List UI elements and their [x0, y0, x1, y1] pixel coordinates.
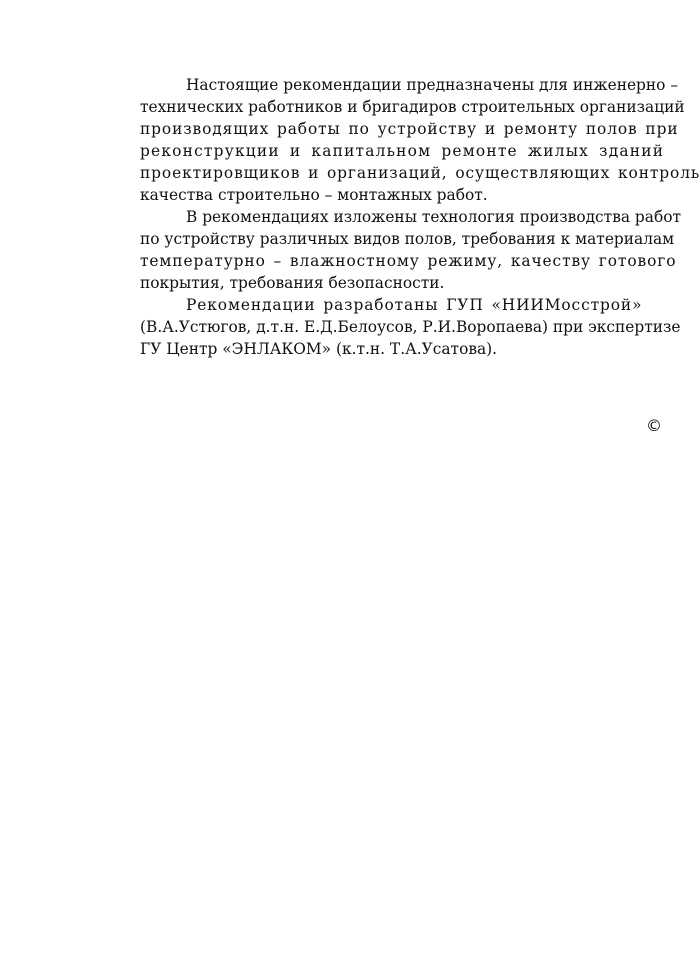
- text-line: Рекомендации разработаны ГУП «НИИМосстрой»: [186, 296, 643, 314]
- paragraph-authors: [140, 294, 681, 360]
- text-line: (В.А.Устюгов, д.т.н. Е.Д.Белоусов, Р.И.Воропаева) при экспертизе: [140, 318, 681, 336]
- text-line: покрытия, требования безопасности.: [140, 274, 445, 292]
- text-line: Настоящие рекомендации предназначены для инженерно –: [186, 76, 679, 94]
- text-line: ГУ Центр «ЭНЛАКОМ» (к.т.н. Т.А.Усатова).: [140, 340, 498, 358]
- text-line: проектировщиков и организаций, осуществляющих контроль: [140, 164, 700, 182]
- text-block: [140, 74, 700, 360]
- text-line: по устройству различных видов полов, требования к материалам: [140, 230, 675, 248]
- copyright-icon: ©: [646, 416, 662, 435]
- text-line: производящих работы по устройству и ремонту полов при: [140, 120, 679, 138]
- text-line: технических работников и бригадиров строительных организаций: [140, 98, 685, 116]
- text-line: температурно – влажностному режиму, качеству готового: [140, 252, 677, 270]
- text-line: качества строительно – монтажных работ.: [140, 186, 488, 204]
- paragraph-purpose: [140, 74, 700, 206]
- text-line: реконструкции и капитальном ремонте жилых зданий: [140, 142, 665, 160]
- text-line: В рекомендациях изложены технология производства работ: [186, 208, 682, 226]
- paragraph-contents: [140, 206, 682, 294]
